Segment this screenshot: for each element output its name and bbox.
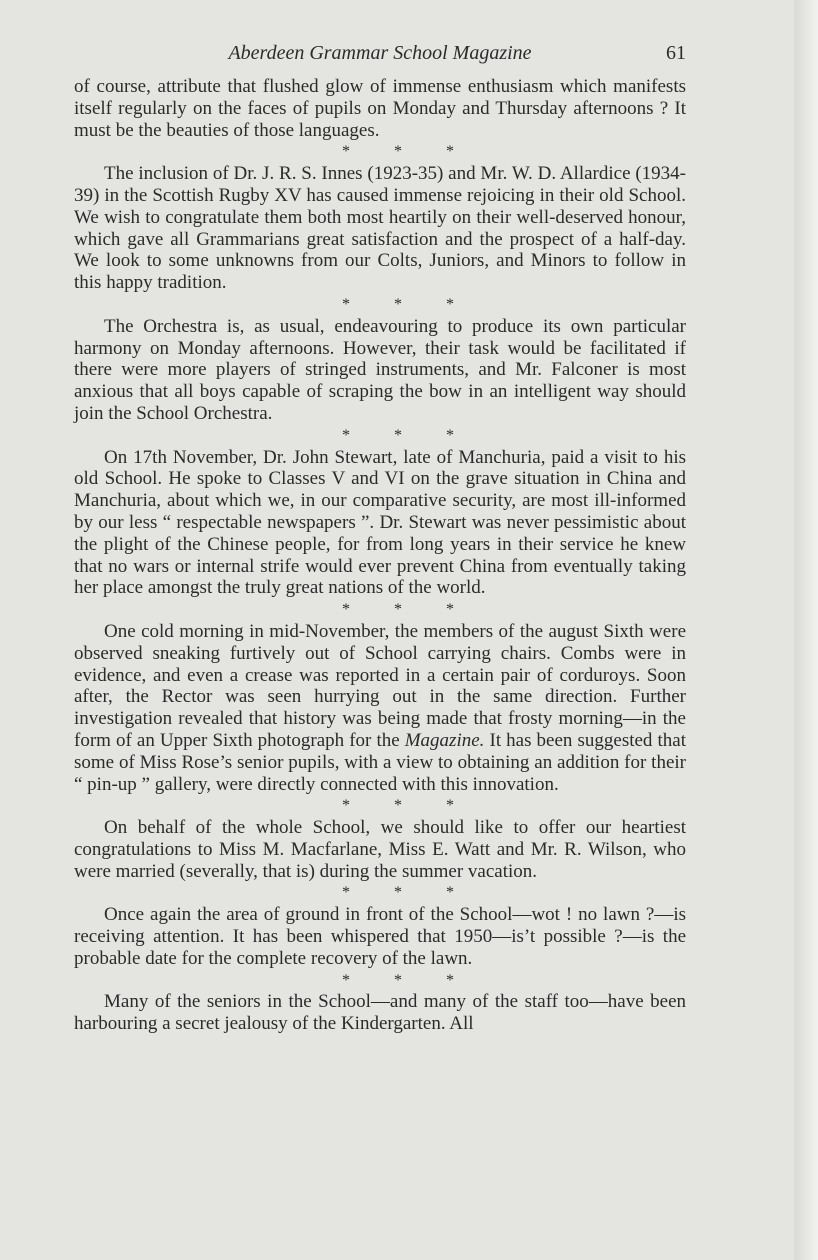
paragraph-sixth-photograph [74, 621, 686, 795]
text-segment: One cold morning in mid-November, the members of the august Sixth were observed sneaking furtively out of School carrying chairs. Combs were in evidence, and even a crease was reported in a certain pair of corduroys. Soon after, the Rector was seen hurrying out in the same direction. Further investigation revealed that history was being made that frosty morning—in the form of an Upper Sixth photograph for the [74, 620, 686, 751]
paragraph-congratulations: On behalf of the whole School, we should like to offer our heartiest congratulations to Miss M. Macfarlane, Miss E. Watt and Mr. R. Wilson, who were married (severally, that is) during the summer vacation. [74, 817, 686, 882]
section-separator: * * * [342, 797, 454, 815]
section-separator: * * * [342, 295, 454, 313]
running-title: Aberdeen Grammar School Magazine [228, 42, 532, 64]
page-header [74, 40, 686, 66]
paragraph-dr-stewart: On 17th November, Dr. John Stewart, late of Manchuria, paid a visit to his old School. He spoke to Classes V and VI on the grave situation in China and Manchuria, about which we, in our comparative security, are most ill-informed by our less “ respectable newspapers ”. Dr. Stewart was never pessimistic about the plight of the Chinese people, for from long years in their service he knew that no wars or internal strife would ever prevent China from eventually taking her place amongst the truly great nations of the world. [74, 446, 686, 599]
text-segment: It has been suggested that some of Miss Rose’s senior pupils, with a view to obtaining an addition for their “ pin-up ” gallery, were directly connected with this innovation. [74, 729, 686, 795]
paragraph-rugby: The inclusion of Dr. J. R. S. Innes (1923-35) and Mr. W. D. Allardice (1934-39) in the Scottish Rugby XV has caused immense rejoicing in their old School. We wish to congratulate them both most heartily on their well-deserved honour, which gave all Grammarians great satisfaction and the prospect of a half-day. We look to some unknowns from our Colts, Juniors, and Minors to follow in this happy tradition. [74, 163, 686, 294]
page-number: 61 [666, 42, 686, 64]
section-separator: * * * [342, 884, 454, 902]
section-separator: * * * [342, 971, 454, 989]
page-edge-shadow [794, 0, 818, 1260]
paragraph-orchestra: The Orchestra is, as usual, endeavouring to produce its own particular harmony on Monday afternoons. However, their task would be facilitated if there were more players of stringed instruments, and Mr. Falconer is most anxious that all boys capable of scraping the bow in an intelligent way should join the School Orchestra. [74, 315, 686, 424]
section-separator: * * * [342, 601, 454, 619]
article-body [74, 76, 686, 1035]
section-separator: * * * [342, 426, 454, 444]
paragraph-continued: of course, attribute that flushed glow of immense enthusiasm which manifests itself regularly on the faces of pupils on Monday and Thursday afternoons ? It must be the beauties of those languages. [74, 76, 686, 141]
paragraph-lawn: Once again the area of ground in front of the School—wot ! no lawn ?—is receiving attention. It has been whispered that 1950—is’t possible ?—is the probable date for the complete recovery of the lawn. [74, 904, 686, 969]
magazine-italic: Magazine. [404, 729, 485, 751]
paragraph-kindergarten: Many of the seniors in the School—and many of the staff too—have been harbouring a secret jealousy of the Kindergarten. All [74, 991, 686, 1035]
section-separator: * * * [342, 143, 454, 161]
